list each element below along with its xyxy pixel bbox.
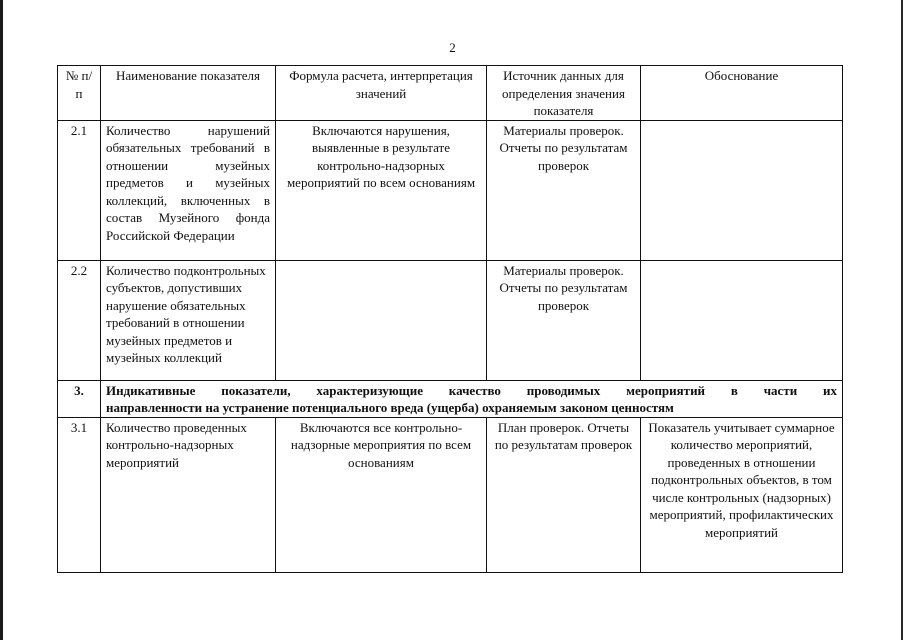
row-basis bbox=[641, 120, 843, 260]
row-name: Количество проведенных контрольно-надзорных мероприятий bbox=[101, 417, 276, 572]
header-source: Источник данных для определения значения показателя bbox=[487, 66, 641, 121]
row-formula: Включаются нарушения, выявленные в результате контрольно-надзорных мероприятий по всем основаниям bbox=[276, 120, 487, 260]
table-row bbox=[58, 417, 843, 572]
section-title-line1: Индикативные показатели, характеризующие качество проводимых мероприятий в части их bbox=[106, 382, 837, 398]
row-source: Материалы проверок. Отчеты по результатам проверок bbox=[487, 260, 641, 380]
page-number: 2 bbox=[449, 40, 456, 55]
row-basis bbox=[641, 260, 843, 380]
scan-edge-right bbox=[901, 0, 903, 640]
section-row bbox=[58, 380, 843, 417]
row-name: Количество подконтрольных субъектов, допустивших нарушение обязательных требований в отношении музейных предметов и музейных коллекций bbox=[101, 260, 276, 380]
row-name: Количество нарушений обязательных требований в отношении музейных предметов и музейных коллекций, включенных в состав Музейного фонда Российской Федерации bbox=[101, 120, 276, 260]
row-num: 2.2 bbox=[58, 260, 101, 380]
row-basis: Показатель учитывает суммарное количество мероприятий, проведенных в отношении подконтрольных объектов, в том числе контрольных (надзорных) мероприятий, профилактических мероприятий bbox=[641, 417, 843, 572]
header-basis: Обоснование bbox=[641, 66, 843, 121]
table-row bbox=[58, 120, 843, 260]
section-title-line2: направленности на устранение потенциального вреда (ущерба) охраняемым законом ценностям bbox=[106, 400, 674, 415]
section-num: 3. bbox=[58, 380, 101, 417]
indicators-table bbox=[57, 65, 843, 573]
row-source: План проверок. Отчеты по результатам проверок bbox=[487, 417, 641, 572]
row-source: Материалы проверок. Отчеты по результатам проверок bbox=[487, 120, 641, 260]
table-row bbox=[58, 260, 843, 380]
header-name: Наименование показателя bbox=[101, 66, 276, 121]
row-num: 3.1 bbox=[58, 417, 101, 572]
row-formula: Включаются все контрольно-надзорные мероприятия по всем основаниям bbox=[276, 417, 487, 572]
scan-edge-left bbox=[0, 0, 3, 640]
header-formula: Формула расчета, интерпретация значений bbox=[276, 66, 487, 121]
section-title bbox=[101, 380, 843, 417]
table-header-row bbox=[58, 66, 843, 121]
row-formula bbox=[276, 260, 487, 380]
header-num: № п/п bbox=[58, 66, 101, 121]
row-num: 2.1 bbox=[58, 120, 101, 260]
